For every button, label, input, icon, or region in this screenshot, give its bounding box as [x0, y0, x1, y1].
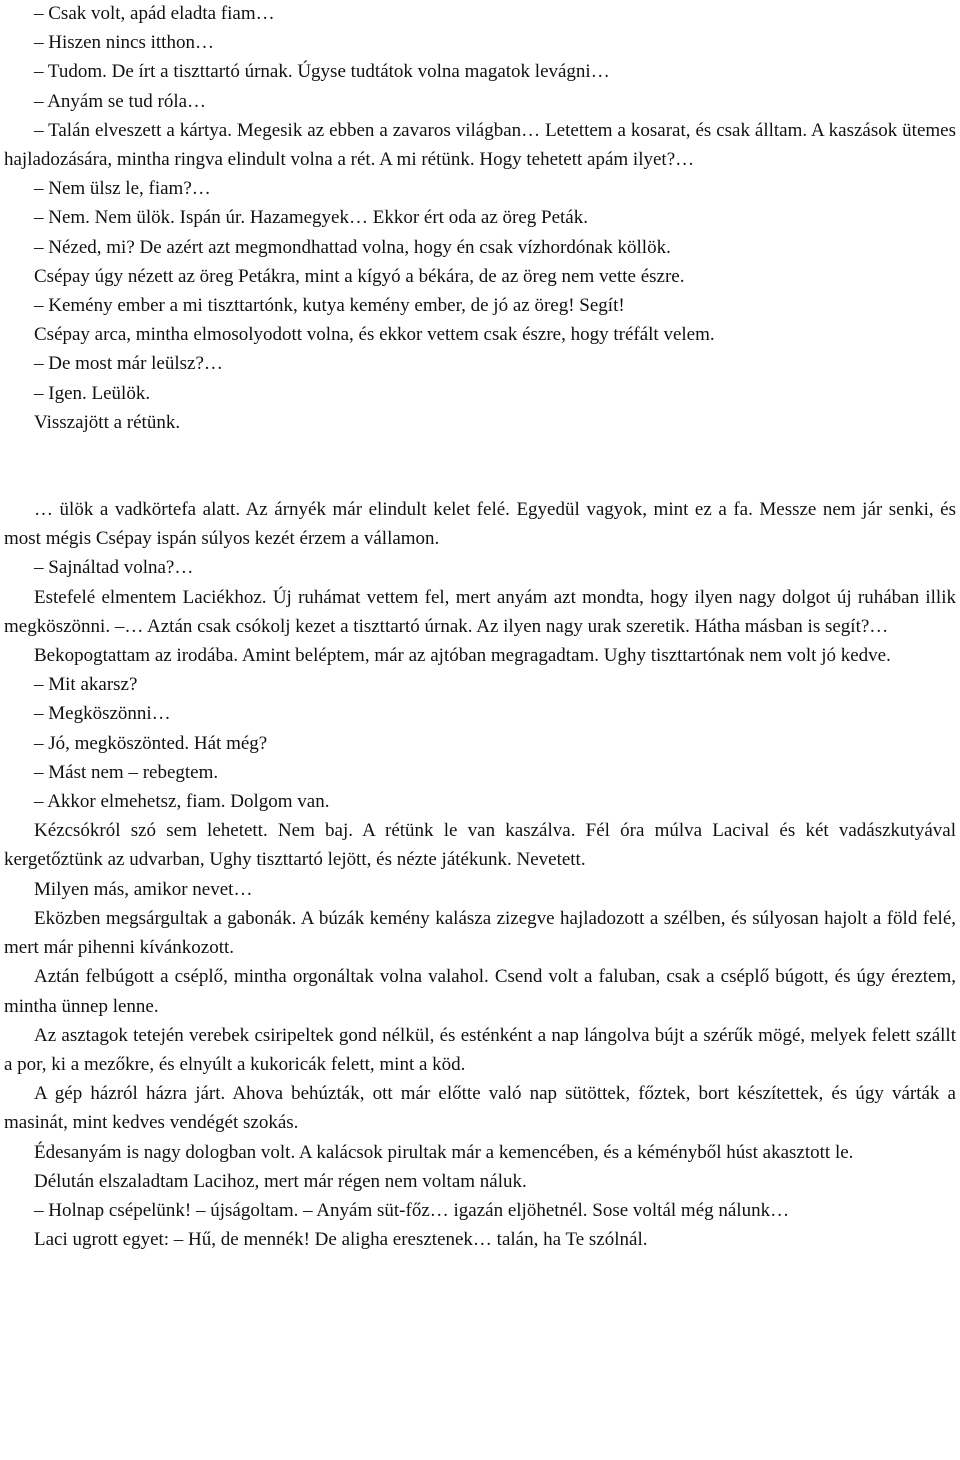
- paragraph: – Csak volt, apád eladta fiam…: [34, 3, 275, 24]
- paragraph: Eközben megsárgultak a gabonák. A búzák kemény kalásza zizegve hajladozott a szélben, és súlyosan hajolt a föld felé, mert már pihenni kívánkozott.: [4, 907, 956, 959]
- paragraph: – Nézed, mi? De azért azt megmondhattad volna, hogy én csak vízhordónak köllök.: [34, 236, 671, 258]
- paragraph: Édesanyám is nagy dologban volt. A kalácsok pirultak már a kemencében, és a kéményből húst akasztott le.: [34, 1141, 854, 1163]
- paragraph: – Tudom. De írt a tiszttartó úrnak. Úgyse tudtátok volna magatok levágni…: [34, 61, 610, 83]
- paragraph: – Igen. Leülök.: [34, 382, 151, 404]
- paragraph: – Mit akarsz?: [34, 674, 138, 696]
- paragraph: – Megköszönni…: [34, 703, 171, 725]
- paragraph: – Holnap csépelünk! – újságoltam. – Anyám süt-főz… igazán eljöhetnél. Sose voltál még nálunk…: [34, 1199, 790, 1221]
- paragraph: – Kemény ember a mi tiszttartónk, kutya kemény ember, de jó az öreg! Segít!: [34, 295, 625, 317]
- paragraph: – Hiszen nincs itthon…: [34, 32, 214, 54]
- paragraph: Laci ugrott egyet: – Hű, de mennék! De aligha eresztenek… talán, ha Te szólnál.: [34, 1229, 648, 1251]
- paragraph: – Sajnáltad volna?…: [34, 557, 194, 579]
- paragraph: – Nem. Nem ülök. Ispán úr. Hazamegyek… Ekkor ért oda az öreg Peták.: [34, 207, 588, 229]
- paragraph: Milyen más, amikor nevet…: [34, 878, 253, 900]
- paragraph: Csépay úgy nézett az öreg Petákra, mint a kígyó a békára, de az öreg nem vette észre.: [34, 265, 685, 287]
- paragraph: Estefelé elmentem Laciékhoz. Új ruhámat vettem fel, mert anyám azt mondta, hogy ilyen nagy dolgot új ruhában illik megköszönni. –… Aztán csak csókolj kezet a tiszttartó úrnak. Az ilyen nagy urak szeretik. Hátha másban is segít?…: [4, 586, 956, 637]
- paragraph: – Jó, megköszönted. Hát még?: [34, 732, 268, 754]
- paragraph: Csépay arca, mintha elmosolyodott volna, és ekkor vettem csak észre, hogy tréfált velem.: [34, 324, 715, 346]
- paragraph: … ülök a vadkörtefa alatt. Az árnyék már elindult kelet felé. Egyedül vagyok, mint ez a fa. Messze nem jár senki, és most mégis Csépay ispán súlyos kezét érzem a vállamon.: [4, 499, 956, 550]
- paragraph: – Anyám se tud róla…: [34, 90, 207, 112]
- paragraph: Bekopogtattam az irodába. Amint beléptem, már az ajtóban megragadtam. Ughy tiszttartónak nem volt jó kedve.: [34, 645, 891, 667]
- text-section-1: [4, 0, 956, 437]
- paragraph: Kézcsókról szó sem lehetett. Nem baj. A rétünk le van kaszálva. Fél óra múlva Lacival és két vadászkutyával kergetőztünk az udvarban, Ughy tiszttartó lejött, és nézte játékunk. Nevetett.: [4, 820, 956, 871]
- paragraph: Délután elszaladtam Lacihoz, mert már régen nem voltam náluk.: [34, 1170, 527, 1192]
- paragraph: A gép házról házra járt. Ahova behúzták, ott már előtte való nap sütöttek, főztek, bort készítettek, és úgy várták a masinát, mint kedves vendégét szokás.: [4, 1083, 956, 1134]
- section-gap: [4, 437, 956, 495]
- text-section-2: [4, 495, 956, 1254]
- paragraph: – Talán elveszett a kártya. Megesik az ebben a zavaros világban… Letettem a kosarat, és csak álltam. A kaszások ütemes hajladozására, mintha ringva elindult volna a rét. A mi rétünk. Hogy tehetett apám ilyet?…: [4, 119, 956, 171]
- paragraph: Visszajött a rétünk.: [34, 411, 181, 433]
- paragraph: – Nem ülsz le, fiam?…: [34, 178, 211, 200]
- paragraph: – Mást nem – rebegtem.: [34, 761, 219, 783]
- paragraph: – Akkor elmehetsz, fiam. Dolgom van.: [34, 791, 330, 813]
- paragraph: Az asztagok tetején verebek csiripeltek gond nélkül, és esténként a nap lángolva bújt a szérűk mögé, melyek felett szállt a por, ki a mezőkre, és elnyúlt a kukoricák felett, mint a köd.: [4, 1024, 956, 1075]
- paragraph: Aztán felbúgott a cséplő, mintha orgonáltak volna valahol. Csend volt a faluban, csak a cséplő búgott, és úgy éreztem, mintha ünnep lenne.: [4, 966, 956, 1017]
- paragraph: – De most már leülsz?…: [34, 353, 223, 375]
